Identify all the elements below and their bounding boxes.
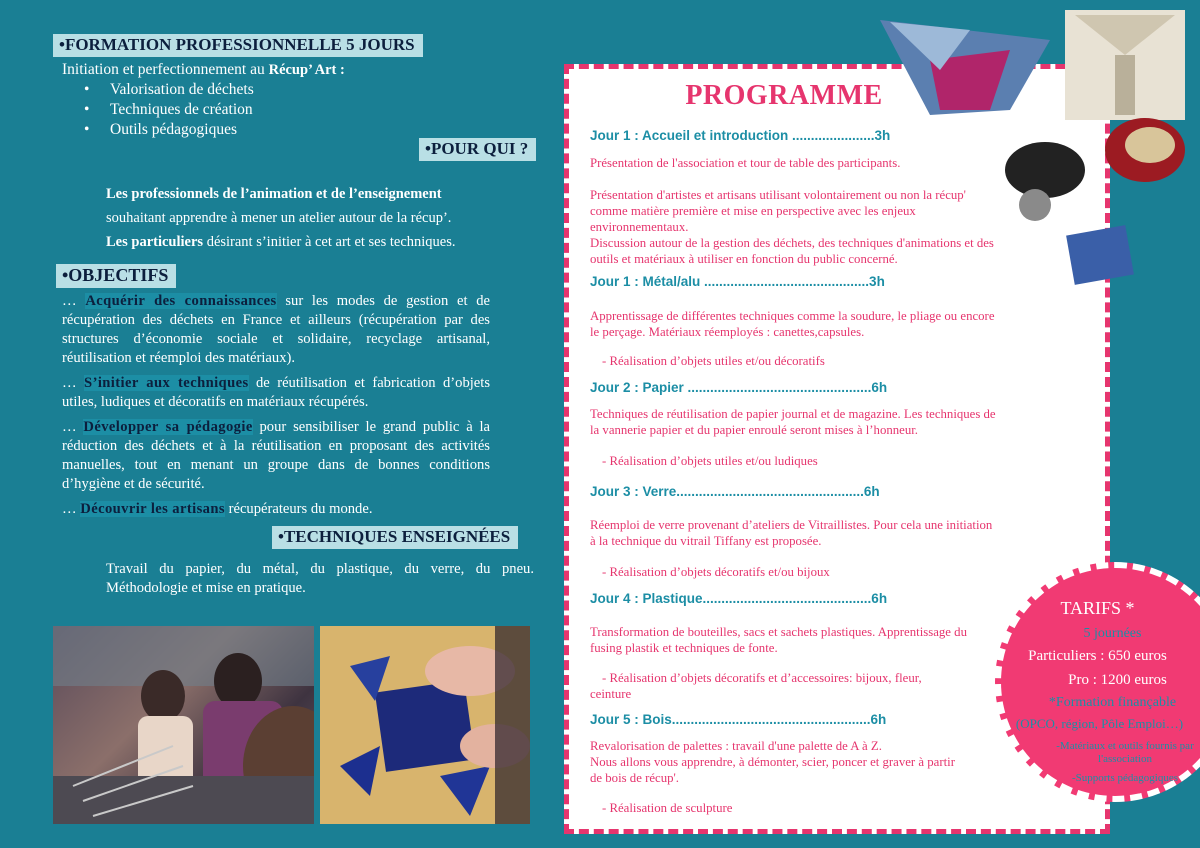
day-title: Jour 4 : Plastique.............................................6h <box>590 591 888 606</box>
programme-title: PROGRAMME <box>685 80 883 111</box>
techniques-header: •TECHNIQUES ENSEIGNÉES <box>272 526 518 549</box>
objectifs-header: •OBJECTIFS <box>56 264 176 288</box>
intro-text: Initiation et perfectionnement au <box>62 61 269 78</box>
day-title: Jour 1 : Métal/alu ............................................3h <box>590 274 885 289</box>
formation-header: •FORMATION PROFESSIONNELLE 5 JOURS <box>53 34 423 57</box>
objectif-text: récupérateurs du monde. <box>224 501 373 517</box>
objectif-item <box>62 418 490 494</box>
objectif-prefix: … <box>62 419 84 435</box>
intro-bold: Récup’ Art : <box>268 62 345 78</box>
objectif-prefix: … <box>62 293 86 309</box>
tarifs-materiaux: -Matériaux et outils fournis par l'association <box>1056 740 1194 765</box>
tarifs-financement: *Formation finançable <box>1048 695 1177 710</box>
objectif-item <box>62 500 490 519</box>
desc-line: Apprentissage de différentes techniques comme la soudure, le pliage ou encore le perçage. Matériaux réemployés : canettes,capsules. <box>590 309 995 339</box>
day-realisation: - Réalisation d’objets décoratifs et d’accessoires: bijoux, fleur, ceinture <box>590 671 922 701</box>
desc-line: Réemploi de verre provenant d’ateliers de Vitraillistes. Pour cela une initiation à la technique du vitrail Tiffany est proposée. <box>590 518 993 548</box>
objectif-prefix: … <box>62 501 81 517</box>
day-description <box>590 624 998 656</box>
desc-line: Discussion autour de la gestion des déchets, des techniques d'animations et des outils et matériaux à utiliser en fonction du public concerné. <box>590 236 994 266</box>
tarifs-particuliers: Particuliers : 650 euros <box>1028 648 1167 664</box>
qui-line3-rest: désirant s’initier à cet art et ses techniques. <box>203 234 456 250</box>
tarifs-duration: 5 journées <box>1083 626 1142 641</box>
objectif-text: de réutilisation et fabrication d’objets utiles, ludiques et décoratifs en matériaux récupérés. <box>62 375 491 410</box>
day-title: Jour 5 : Bois.....................................................6h <box>590 712 887 727</box>
objectif-keyword: Développer sa pédagogie <box>83 419 253 435</box>
desc-line <box>590 171 998 187</box>
objectif-keyword: S’initier aux techniques <box>84 375 249 391</box>
objectifs-text <box>62 292 490 525</box>
glass-photo-illustration <box>320 626 530 824</box>
objectif-keyword: Découvrir les artisans <box>80 501 225 517</box>
day-description <box>590 155 998 267</box>
list-item: • Valorisation de déchets <box>62 80 345 100</box>
desc-line: Revalorisation de palettes : travail d'une palette de A à Z. <box>590 739 882 753</box>
desc-line: Nous allons vous apprendre, à démonter, scier, poncer et graver à partir de bois de récup'. <box>590 755 955 785</box>
objectif-text: sur les modes de gestion et de récupération des déchets en France et ailleurs (récupération par des structures d’économie sociale et solidaire, recyclage artisanal, réutilisation et réemploi des matériaux). <box>62 293 490 366</box>
qui-line1: Les professionnels de l’animation et de l’enseignement <box>106 186 442 202</box>
tarifs-financement-detail: (OPCO, région, Pôle Emploi…) <box>1015 716 1184 731</box>
pour-qui-text <box>106 182 496 254</box>
day-title: Jour 3 : Verre..................................................6h <box>590 484 880 499</box>
day-realisation: - Réalisation d’objets décoratifs et/ou bijoux <box>602 565 830 579</box>
day-description <box>590 517 998 549</box>
day-realisation: - Réalisation d’objets utiles et/ou décoratifs <box>602 354 825 368</box>
day-description <box>590 308 998 340</box>
day-description <box>590 738 998 786</box>
qui-line2: souhaitant apprendre à mener un atelier autour de la récup’. <box>106 210 452 226</box>
objectif-keyword: Acquérir des connaissances <box>85 293 277 309</box>
qui-line3-bold: Les particuliers <box>106 234 204 250</box>
day-title: Jour 2 : Papier .................................................6h <box>590 380 888 395</box>
desc-line: Techniques de réutilisation de papier journal et de magazine. Les techniques de la vannerie papier et du papier enroulé seront mises à l’honneur. <box>590 407 996 437</box>
workshop-photo <box>53 626 314 824</box>
day-description <box>590 406 998 438</box>
tarifs-title: TARIFS * <box>1060 598 1135 618</box>
workshop-photo-illustration <box>53 626 314 824</box>
glass-photo <box>320 626 530 824</box>
desc-line: Présentation d'artistes et artisans utilisant volontairement ou non la récup' comme matière première et mise en perspective avec les enjeux environnementaux. <box>590 188 966 234</box>
tarifs-pro: Pro : 1200 euros <box>1068 672 1167 688</box>
objectif-text: pour sensibiliser le grand public à la réduction des déchets et à la réutilisation en proposant des activités manuelles, tout en menant un groupe dans de bonnes conditions d’hygiène et de sécurité. <box>62 419 491 492</box>
objectif-item <box>62 292 490 368</box>
objectif-item <box>62 374 490 412</box>
formation-intro <box>62 60 345 140</box>
day-title: Jour 1 : Accueil et introduction ......................3h <box>590 128 891 143</box>
desc-line: Transformation de bouteilles, sacs et sachets plastiques. Apprentissage du fusing plastik et techniques de fonte. <box>590 625 967 655</box>
formation-list <box>62 80 345 140</box>
list-item: • Techniques de création <box>62 100 345 120</box>
objectif-prefix: … <box>62 375 85 391</box>
desc-line: Présentation de l'association et tour de table des participants. <box>590 156 901 170</box>
techniques-text: Travail du papier, du métal, du plastique, du verre, du pneu. Méthodologie et mise en pratique. <box>106 561 534 596</box>
day-realisation: - Réalisation d’objets utiles et/ou ludiques <box>602 454 818 468</box>
list-item: • Outils pédagogiques <box>62 120 345 140</box>
tarifs-supports: -Supports pédagogiques <box>1071 772 1178 784</box>
day-realisation: - Réalisation de sculpture <box>602 801 733 815</box>
pour-qui-header: •POUR QUI ? <box>419 138 536 161</box>
